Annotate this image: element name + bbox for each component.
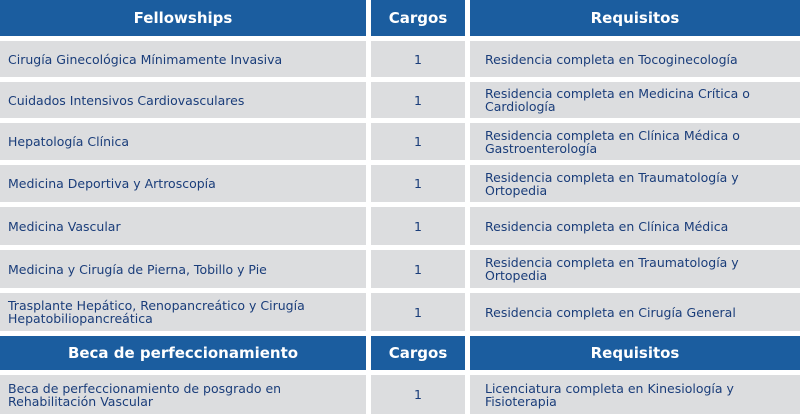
header-fellowships: Fellowships <box>0 0 366 36</box>
table-row <box>0 207 800 245</box>
cargos-count: 1 <box>371 41 465 77</box>
program-name: Medicina y Cirugía de Pierna, Tobillo y Pie <box>0 250 366 288</box>
header-cargos: Cargos <box>371 0 465 36</box>
cargos-count: 1 <box>371 82 465 118</box>
program-name: Beca de perfeccionamiento de posgrado en Rehabilitación Vascular <box>0 375 366 414</box>
requirement: Residencia completa en Clínica Médica o Gastroenterología <box>470 123 800 160</box>
header-requisitos: Requisitos <box>470 336 800 370</box>
table-row <box>0 82 800 118</box>
fellowships-header-row <box>0 0 800 36</box>
cargos-count: 1 <box>371 123 465 160</box>
table-row <box>0 123 800 160</box>
table-row <box>0 293 800 331</box>
requirement: Residencia completa en Clínica Médica <box>470 207 800 245</box>
program-name: Cirugía Ginecológica Mínimamente Invasiva <box>0 41 366 77</box>
requirement: Residencia completa en Cirugía General <box>470 293 800 331</box>
cargos-count: 1 <box>371 293 465 331</box>
requirement: Residencia completa en Medicina Crítica o Cardiología <box>470 82 800 118</box>
requirement: Licenciatura completa en Kinesiología y Fisioterapia <box>470 375 800 414</box>
header-beca-de-perfeccionamiento: Beca de perfeccionamiento <box>0 336 366 370</box>
program-name: Cuidados Intensivos Cardiovasculares <box>0 82 366 118</box>
program-name: Medicina Deportiva y Artroscopía <box>0 165 366 202</box>
cargos-count: 1 <box>371 207 465 245</box>
table-row <box>0 375 800 414</box>
header-cargos: Cargos <box>371 336 465 370</box>
program-name: Hepatología Clínica <box>0 123 366 160</box>
cargos-count: 1 <box>371 165 465 202</box>
table-row <box>0 250 800 288</box>
header-requisitos: Requisitos <box>470 0 800 36</box>
table-row <box>0 41 800 77</box>
program-name: Medicina Vascular <box>0 207 366 245</box>
beca-header-row <box>0 336 800 370</box>
program-name: Trasplante Hepático, Renopancreático y Cirugía Hepatobiliopancreática <box>0 293 366 331</box>
table-row <box>0 165 800 202</box>
cargos-count: 1 <box>371 250 465 288</box>
requirement: Residencia completa en Tocoginecología <box>470 41 800 77</box>
requirement: Residencia completa en Traumatología y Ortopedia <box>470 250 800 288</box>
cargos-count: 1 <box>371 375 465 414</box>
requirement: Residencia completa en Traumatología y Ortopedia <box>470 165 800 202</box>
